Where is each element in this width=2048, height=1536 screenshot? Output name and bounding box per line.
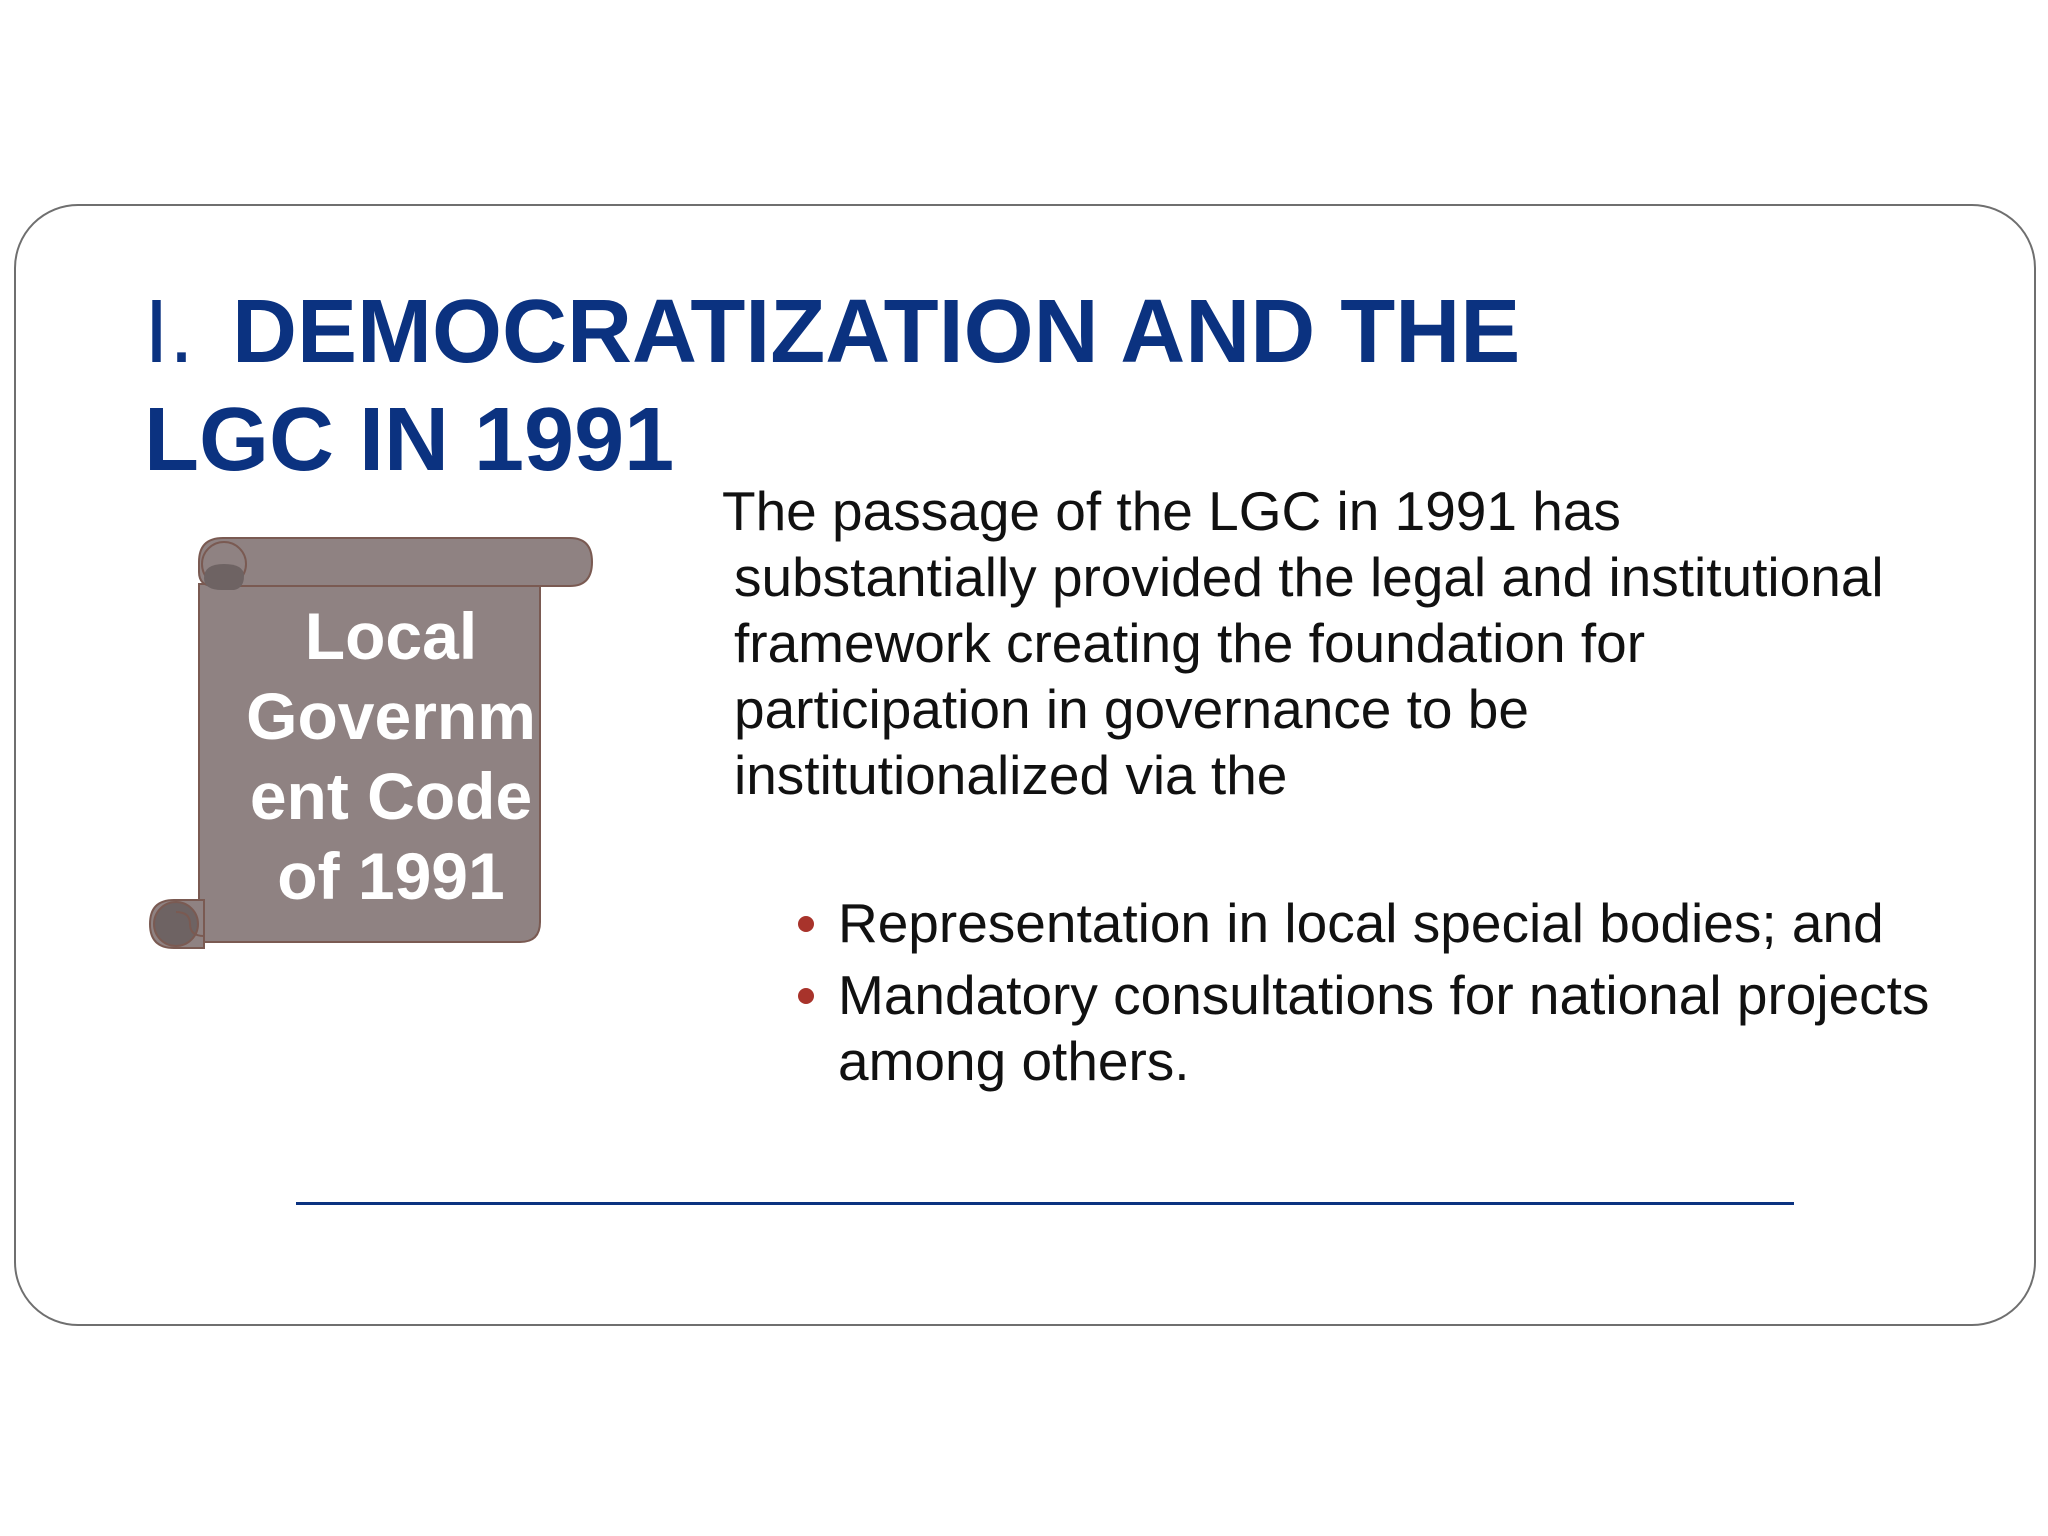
bullet-list <box>796 890 1996 1100</box>
title-line-1: DEMOCRATIZATION AND THE <box>232 282 1521 382</box>
scroll-label-line: ent Code <box>249 759 533 833</box>
title-number: I. <box>144 282 195 382</box>
scroll-label <box>206 596 576 916</box>
body-paragraph <box>722 478 1982 808</box>
bullet-text: Representation in local special bodies; and <box>838 892 1884 954</box>
scroll-label-line: Governm <box>246 679 536 753</box>
scroll-label-line: Local <box>304 599 478 673</box>
bullet-text: Mandatory consultations for national projects among others. <box>838 964 1930 1092</box>
slide-title <box>144 278 1644 494</box>
bullet-dot <box>798 988 814 1004</box>
paragraph-line: institutionalized via the <box>734 744 1288 806</box>
title-line-2: LGC IN 1991 <box>144 390 675 490</box>
paragraph-line: substantially provided the legal and institutional <box>734 546 1884 608</box>
bullet-item <box>796 890 1996 956</box>
paragraph-line: framework creating the foundation for <box>734 612 1646 674</box>
scroll-label-line: of 1991 <box>277 839 505 913</box>
footer-rule <box>296 1202 1794 1205</box>
paragraph-line: The passage of the LGC in 1991 has <box>722 480 1621 542</box>
bullet-item <box>796 962 1996 1094</box>
bullet-dot <box>798 916 814 932</box>
paragraph-line: participation in governance to be <box>734 678 1529 740</box>
scroll-shape <box>144 532 598 952</box>
